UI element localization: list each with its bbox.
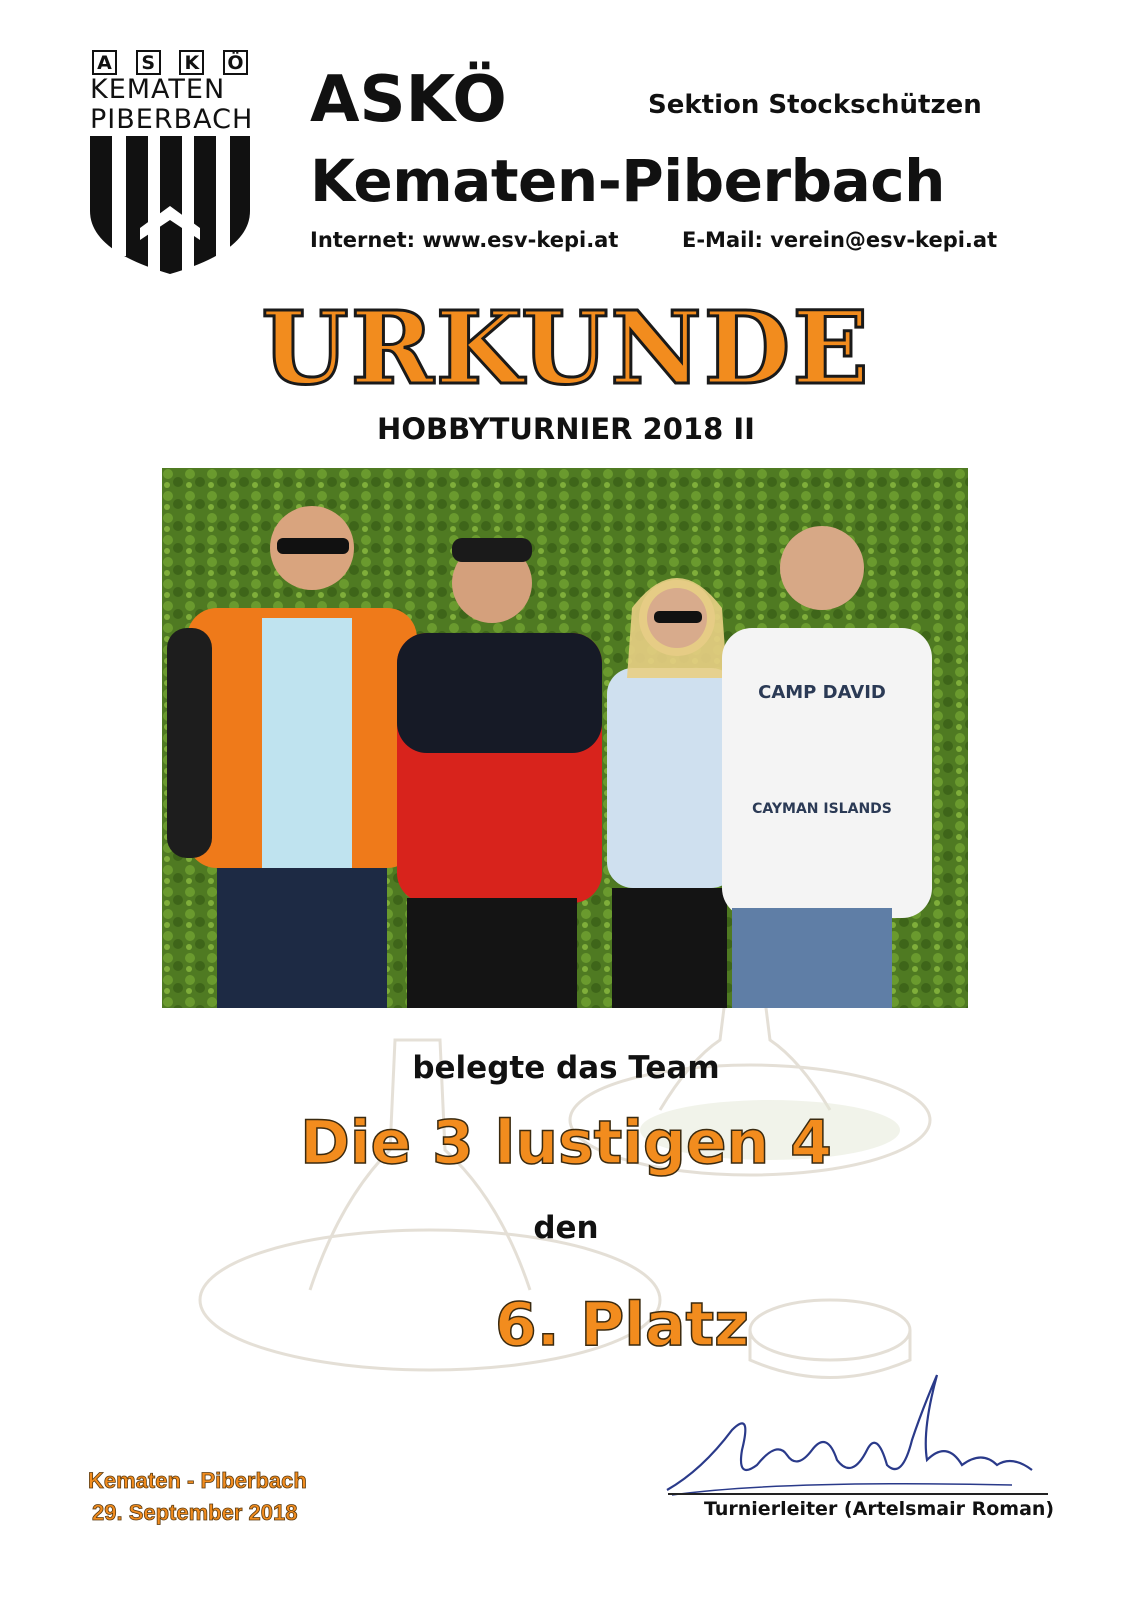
handwritten-signature <box>662 1370 1042 1510</box>
logo-letter-boxes <box>92 50 248 75</box>
team-intro-text: belegte das Team <box>412 1050 720 1086</box>
certificate-title: URKUNDE <box>261 289 871 407</box>
date-text: 29. September 2018 <box>92 1500 298 1525</box>
logo-letter: Ö <box>223 50 248 75</box>
club-abbreviation: ASKÖ <box>310 63 507 137</box>
placement-text: 6. Platz <box>495 1290 750 1360</box>
website-text: Internet: www.esv-kepi.at <box>310 228 619 252</box>
section-name: Sektion Stockschützen <box>648 90 982 120</box>
location-text: Kematen - Piberbach <box>88 1468 307 1493</box>
signature-line <box>668 1493 1048 1495</box>
event-name: HOBBYTURNIER 2018 II <box>377 412 755 446</box>
den-text: den <box>533 1210 599 1246</box>
logo-letter: K <box>179 50 204 75</box>
logo-letter: A <box>92 50 117 75</box>
svg-text:CAMP DAVID: CAMP DAVID <box>758 682 886 703</box>
team-photo <box>162 468 968 1008</box>
svg-text:CAYMAN ISLANDS: CAYMAN ISLANDS <box>752 801 892 817</box>
team-name: Die 3 lustigen 4 <box>300 1108 832 1178</box>
signer-caption: Turnierleiter (Artelsmair Roman) <box>704 1498 1055 1520</box>
logo-letter: S <box>136 50 161 75</box>
email-text: E-Mail: verein@esv-kepi.at <box>682 228 998 252</box>
club-name: Kematen-Piberbach <box>310 147 945 215</box>
club-shield-icon <box>90 136 250 276</box>
logo-text-kematen: KEMATEN <box>90 74 226 105</box>
logo-text-piberbach: PIBERBACH <box>90 104 254 135</box>
